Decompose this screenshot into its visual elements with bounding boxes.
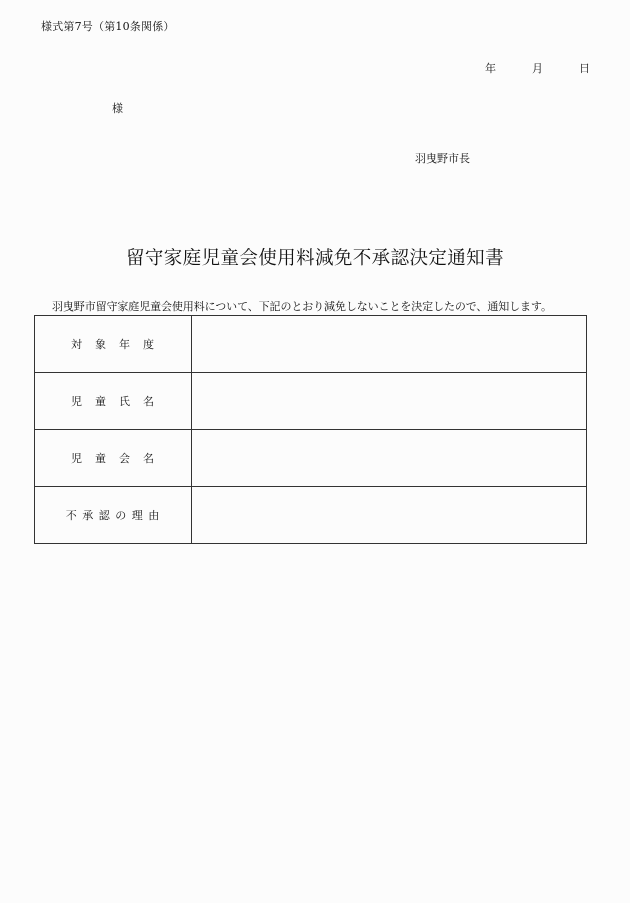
target-year-field[interactable] <box>192 316 587 373</box>
table-row <box>35 487 587 544</box>
child-name-field[interactable] <box>192 373 587 430</box>
rejection-reason-label: 不 承 認 の 理 由 <box>35 487 192 544</box>
issuer-name: 羽曳野市長 <box>415 152 470 165</box>
table-row <box>35 316 587 373</box>
form-number: 様式第7号（第10条関係） <box>41 20 175 33</box>
date-line <box>0 60 630 74</box>
date-day-label: 日 <box>579 62 590 75</box>
date-month-label: 月 <box>532 62 543 75</box>
lead-text: 羽曳野市留守家庭児童会使用料について、下記のとおり減免しないことを決定したので、通知します。 <box>52 300 552 313</box>
rejection-reason-field[interactable] <box>192 487 587 544</box>
notice-table <box>34 315 587 544</box>
date-year-label: 年 <box>485 62 496 75</box>
child-name-label: 児 童 氏 名 <box>35 373 192 430</box>
table-row <box>35 373 587 430</box>
addressee-suffix: 様 <box>112 102 123 115</box>
club-name-field[interactable] <box>192 430 587 487</box>
document-title: 留守家庭児童会使用料減免不承認決定通知書 <box>125 248 504 269</box>
target-year-label: 対 象 年 度 <box>35 316 192 373</box>
table-row <box>35 430 587 487</box>
club-name-label: 児 童 会 名 <box>35 430 192 487</box>
